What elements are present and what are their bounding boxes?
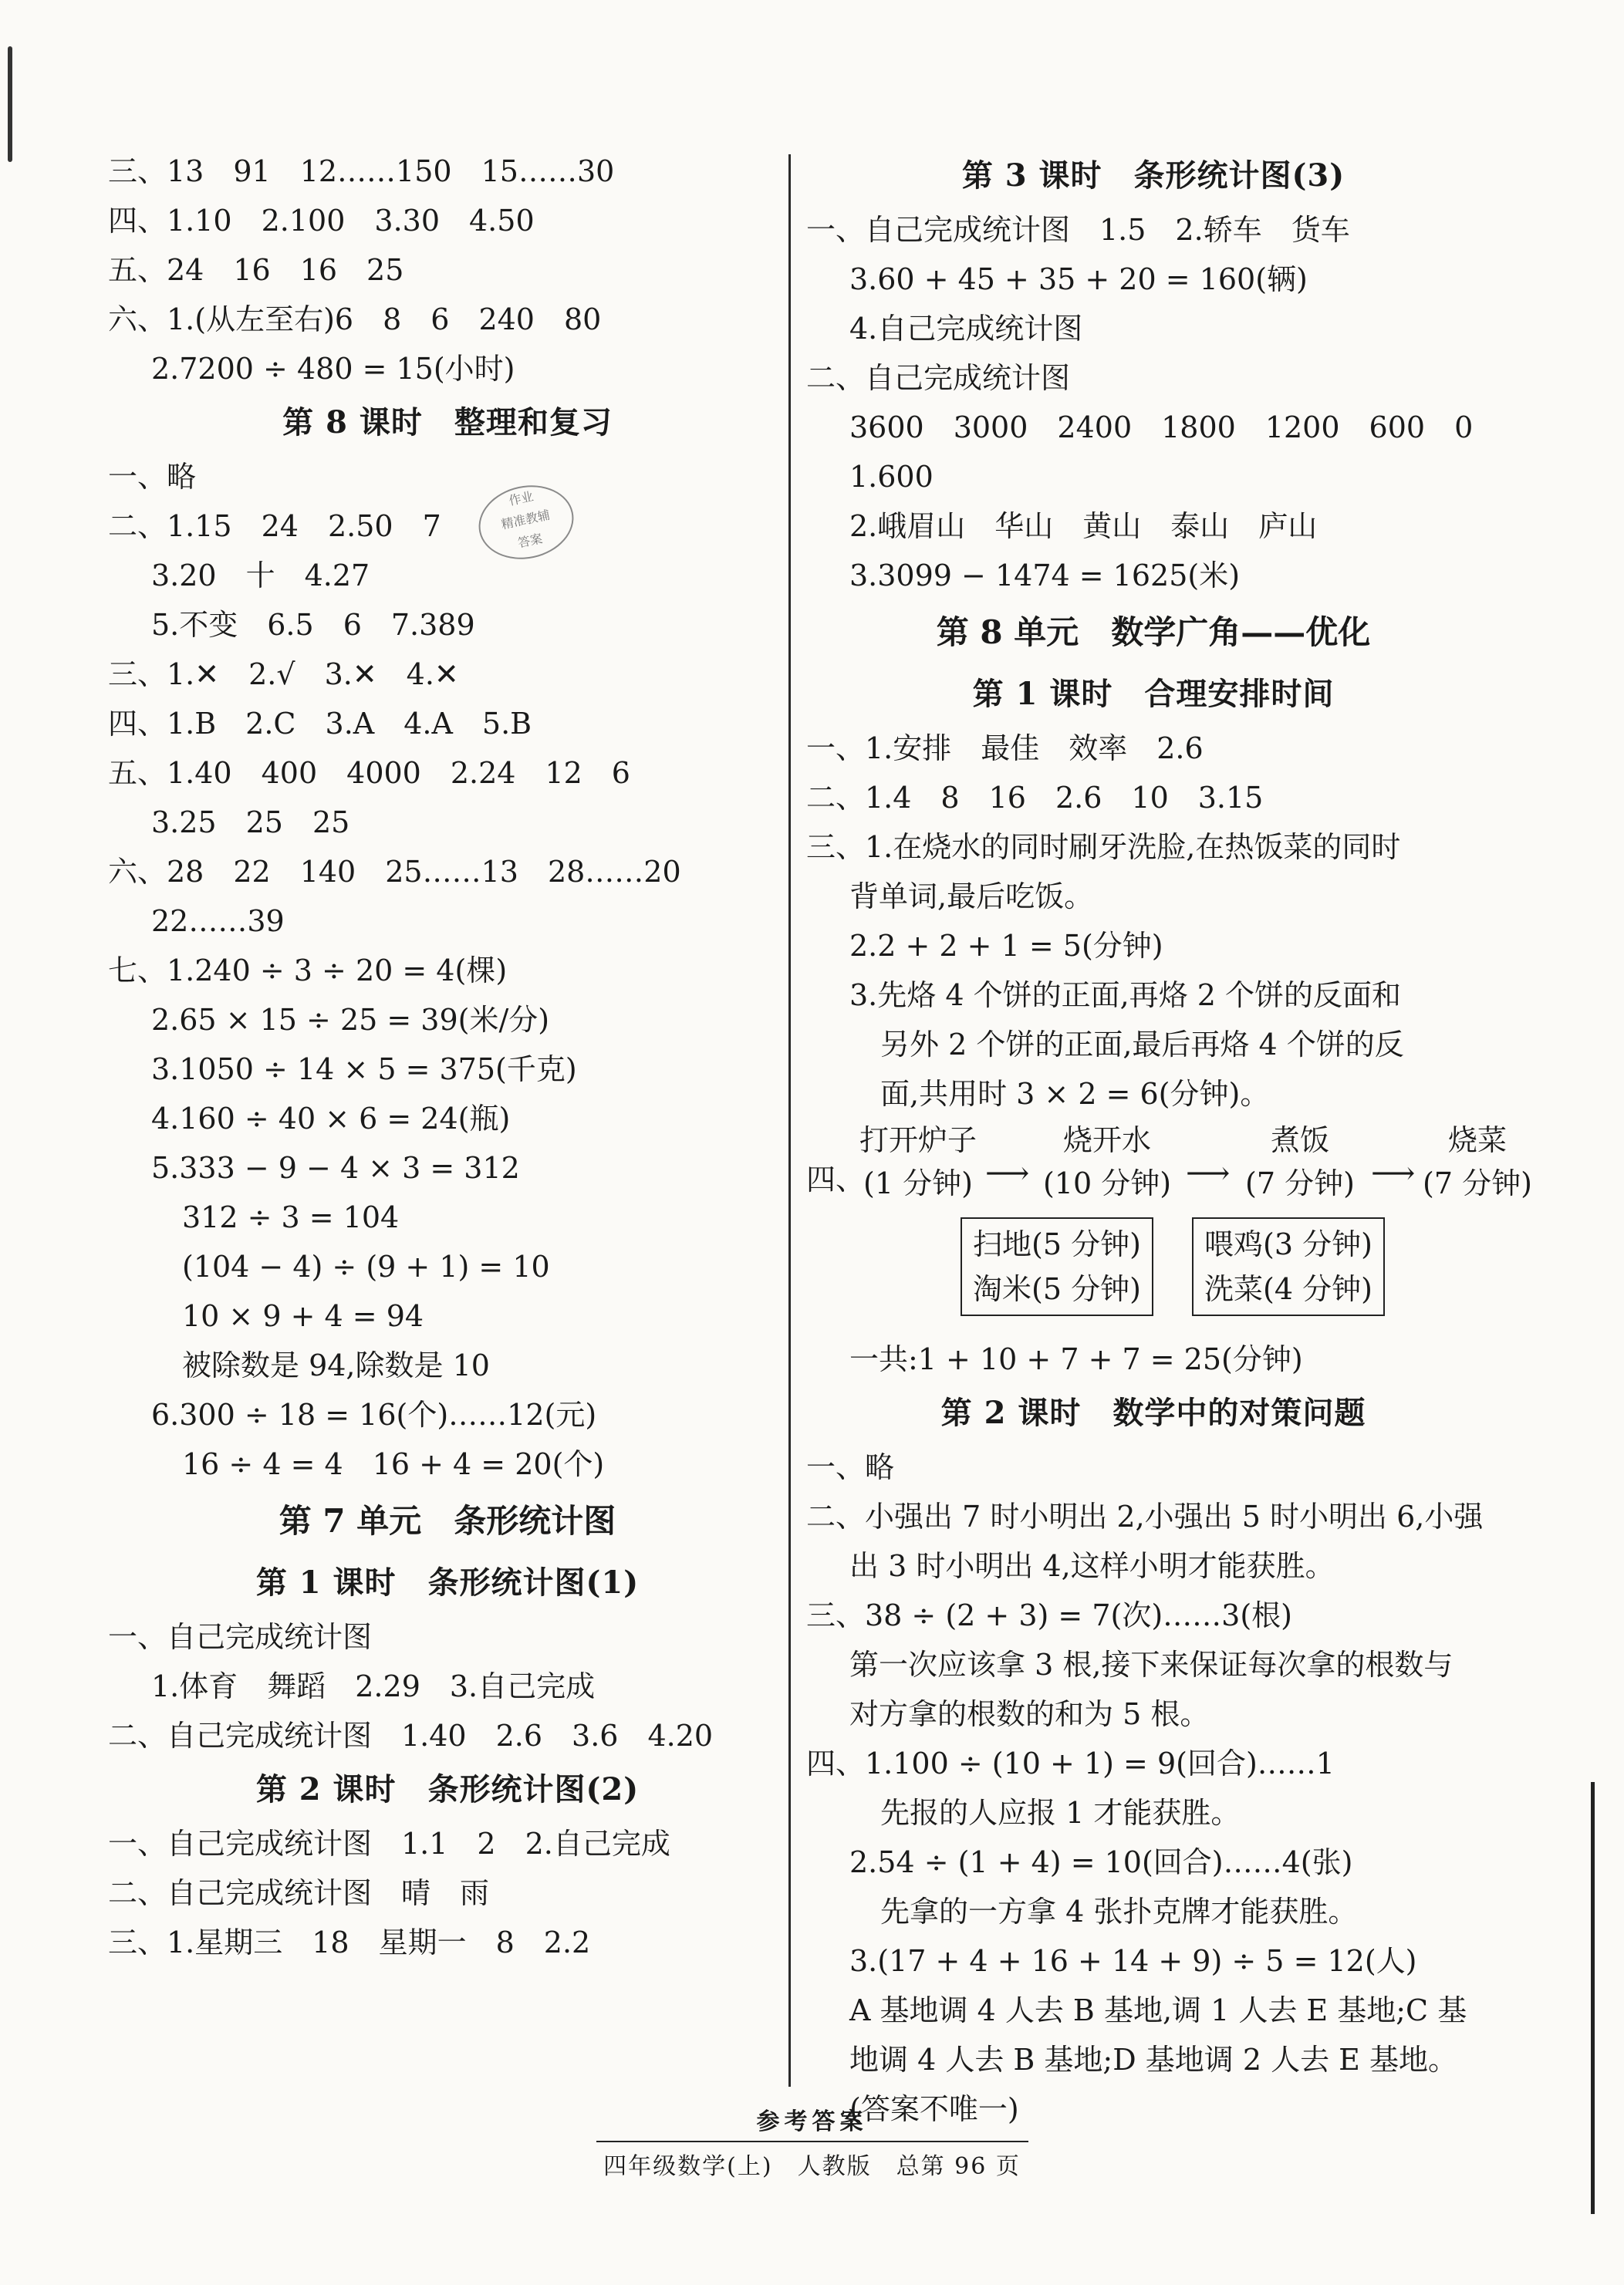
unit-heading: 第 7 单元 条形统计图 [279, 1502, 616, 1540]
answer-line: 二、自己完成统计图 [806, 361, 1071, 395]
answer-line: 三、1.✕ 2.√ 3.✕ 4.✕ [108, 657, 459, 691]
answer-line: 3.(17 + 4 + 16 + 14 + 9) ÷ 5 = 12(人) [849, 1944, 1417, 1978]
answer-line: 地调 4 人去 B 基地;D 基地调 2 人去 E 基地。 [849, 2043, 1458, 2077]
arrow-icon: ⟶ [1371, 1156, 1416, 1191]
answer-line: 一、自己完成统计图 1.1 2 2.自己完成 [108, 1827, 670, 1861]
answer-line: 2.65 × 15 ÷ 25 = 39(米/分) [151, 1003, 550, 1037]
answer-line: 三、1.在烧水的同时刷牙洗脸,在热饭菜的同时 [806, 830, 1401, 864]
answer-line: 面,共用时 3 × 2 = 6(分钟)。 [880, 1077, 1270, 1111]
page-footer [0, 2102, 1624, 2181]
parallel-task-box: 扫地(5 分钟) 淘米(5 分钟) [961, 1217, 1153, 1316]
left-section-top [108, 147, 787, 393]
unit-heading: 第 8 单元 数学广角——优化 [936, 613, 1371, 651]
answer-line: 3600 3000 2400 1800 1200 600 0 [849, 410, 1474, 444]
answer-line: 二、自己完成统计图 晴 雨 [108, 1876, 490, 1910]
lesson-heading: 第 1 课时 条形统计图(1) [255, 1564, 640, 1601]
answer-line: 一、1.安排 最佳 效率 2.6 [806, 731, 1204, 765]
answer-line: 六、1.(从左至右)6 8 6 240 80 [108, 302, 602, 336]
answer-line: 2.54 ÷ (1 + 4) = 10(回合)……4(张) [849, 1845, 1353, 1879]
answer-line: 二、小强出 7 时小明出 2,小强出 5 时小明出 6,小强 [806, 1500, 1484, 1534]
left-section-bar-chart-1 [108, 1612, 787, 1760]
answer-line: 3.1050 ÷ 14 × 5 = 375(千克) [151, 1052, 577, 1086]
answer-line: 3.先烙 4 个饼的正面,再烙 2 个饼的反面和 [849, 978, 1402, 1012]
flow-step: 烧菜 (7 分钟) [1423, 1123, 1532, 1200]
answer-line: 3.3099 − 1474 = 1625(米) [849, 559, 1241, 592]
arrow-icon: ⟶ [985, 1156, 1030, 1191]
total-time: 一共:1 + 10 + 7 + 7 = 25(分钟) [849, 1342, 1303, 1376]
answer-line: 1.体育 舞蹈 2.29 3.自己完成 [151, 1669, 596, 1703]
right-section-strategy [806, 1443, 1501, 2134]
scan-edge-mark [8, 46, 12, 162]
answer-line: 五、24 16 16 25 [108, 253, 404, 287]
lesson-heading: 第 8 课时 整理和复习 [282, 404, 613, 440]
answer-line: 2.7200 ÷ 480 = 15(小时) [151, 352, 515, 386]
lesson-heading: 第 3 课时 条形统计图(3) [961, 157, 1345, 194]
right-section-time-arrangement [806, 724, 1501, 1119]
answer-line: (104 − 4) ÷ (9 + 1) = 10 [182, 1250, 550, 1284]
answer-line: 四、1.100 ÷ (10 + 1) = 9(回合)……1 [806, 1747, 1335, 1780]
answer-line: 四、1.10 2.100 3.30 4.50 [108, 204, 535, 238]
flow-step: 打开炉子 (1 分钟) [859, 1123, 977, 1200]
answer-line: A 基地调 4 人去 B 基地,调 1 人去 E 基地;C 基 [849, 1993, 1467, 2027]
answer-line: 10 × 9 + 4 = 94 [182, 1299, 424, 1333]
answer-line: 3.20 十 4.27 [151, 559, 370, 592]
answer-line: 三、1.星期三 18 星期一 8 2.2 [108, 1926, 591, 1959]
column-divider [788, 154, 791, 2087]
footer-title: 参考答案 [756, 2108, 868, 2135]
answer-line: 三、38 ÷ (2 + 3) = 7(次)……3(根) [806, 1598, 1293, 1632]
lesson-heading: 第 2 课时 条形统计图(2) [255, 1771, 640, 1807]
flow-step: 煮饭 (7 分钟) [1245, 1123, 1355, 1200]
answer-line: 对方拿的根数的和为 5 根。 [849, 1697, 1210, 1731]
answer-line: 5.不变 6.5 6 7.389 [151, 608, 475, 642]
answer-line: 先报的人应报 1 才能获胜。 [880, 1796, 1241, 1830]
right-section-bar-chart-3 [806, 205, 1501, 600]
left-section-review [108, 452, 787, 1489]
answer-line: 五、1.40 400 4000 2.24 12 6 [108, 756, 630, 790]
right-column [806, 147, 1532, 2134]
answer-line: 312 ÷ 3 = 104 [182, 1200, 400, 1234]
flow-label: 四、 [806, 1163, 866, 1197]
answer-line: 3.60 + 45 + 35 + 20 = 160(辆) [849, 262, 1308, 296]
answer-line: 22……39 [151, 904, 285, 938]
answer-line: 背单词,最后吃饭。 [849, 879, 1094, 913]
flow-step: 烧开水 (10 分钟) [1042, 1123, 1172, 1200]
answer-line: 先拿的一方拿 4 张扑克牌才能获胜。 [880, 1895, 1358, 1929]
answer-line: 4.自己完成统计图 [849, 312, 1083, 346]
footer-info: 四年级数学(上) 人教版 总第 96 页 [603, 2153, 1021, 2180]
answer-line: 另外 2 个饼的正面,最后再烙 4 个饼的反 [880, 1028, 1404, 1061]
parallel-task-box: 喂鸡(3 分钟) 洗菜(4 分钟) [1192, 1217, 1385, 1316]
lesson-heading: 第 2 课时 数学中的对策问题 [940, 1395, 1366, 1431]
watermark-stamp: 作业 精准教辅 答案 [472, 477, 581, 568]
answer-line: 二、1.4 8 16 2.6 10 3.15 [806, 781, 1264, 815]
answer-line: 4.160 ÷ 40 × 6 = 24(瓶) [151, 1102, 511, 1136]
answer-line: 四、1.B 2.C 3.A 4.A 5.B [108, 707, 532, 741]
answer-line: 2.2 + 2 + 1 = 5(分钟) [849, 929, 1163, 963]
footer-rule [596, 2141, 1028, 2142]
answer-line: 二、1.15 24 2.50 7 [108, 509, 441, 543]
arrow-icon: ⟶ [1186, 1156, 1231, 1191]
answer-line: 一、自己完成统计图 1.5 2.轿车 货车 [806, 213, 1350, 247]
answer-line: 七、1.240 ÷ 3 ÷ 20 = 4(棵) [108, 953, 508, 987]
answer-line: 二、自己完成统计图 1.40 2.6 3.6 4.20 [108, 1719, 714, 1753]
answer-line: 一、略 [806, 1450, 895, 1484]
answer-line: 出 3 时小明出 4,这样小明才能获胜。 [849, 1549, 1335, 1583]
answer-line: 3.25 25 25 [151, 805, 350, 839]
left-column [108, 147, 787, 1967]
answer-line: 6.300 ÷ 18 = 16(个)……12(元) [151, 1398, 597, 1432]
answer-line: 三、13 91 12……150 15……30 [108, 154, 615, 188]
answer-line: 1.600 [849, 460, 934, 494]
flow-diagram [806, 1119, 1532, 1335]
lesson-heading: 第 1 课时 合理安排时间 [972, 676, 1335, 712]
answer-line: 一、自己完成统计图 [108, 1620, 373, 1654]
answer-line: 16 ÷ 4 = 4 16 + 4 = 20(个) [182, 1447, 605, 1481]
answer-line: 被除数是 94,除数是 10 [182, 1348, 490, 1382]
answer-line: 一、略 [108, 460, 197, 494]
answer-line: 第一次应该拿 3 根,接下来保证每次拿的根数与 [849, 1648, 1453, 1682]
answer-line: 2.峨眉山 华山 黄山 泰山 庐山 [849, 509, 1318, 543]
left-section-bar-chart-2 [108, 1819, 787, 1967]
answer-line: (答案不唯一) [849, 2092, 1019, 2126]
answer-line: 5.333 − 9 − 4 × 3 = 312 [151, 1151, 520, 1185]
answer-line: 六、28 22 140 25……13 28……20 [108, 855, 681, 889]
